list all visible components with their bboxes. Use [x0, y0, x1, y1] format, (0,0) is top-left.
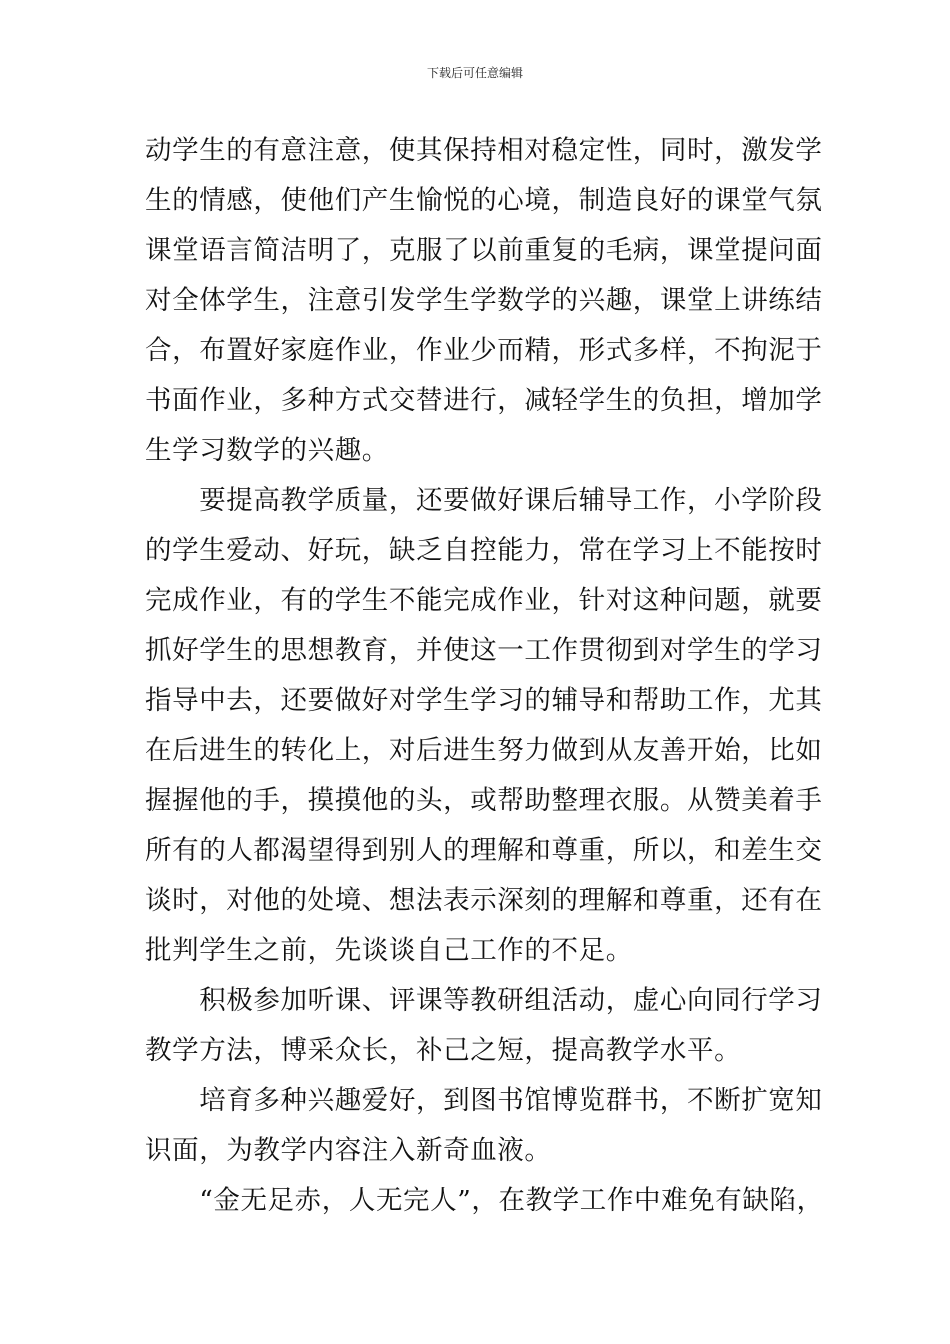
text-line: 的学生爱动、好玩，缺乏自控能力，常在学习上不能按时	[145, 535, 823, 566]
text-line: 生的情感，使他们产生愉悦的心境，制造良好的课堂气氛	[145, 185, 823, 216]
text-line: 在后进生的转化上，对后进生努力做到从友善开始，比如	[145, 735, 823, 766]
text-line: 生学习数学的兴趣。	[145, 435, 389, 466]
text-line: 培育多种兴趣爱好，到图书馆博览群书，不断扩宽知	[145, 1085, 823, 1116]
text-line: 批判学生之前，先谈谈自己工作的不足。	[145, 935, 633, 966]
text-line: 所有的人都渴望得到别人的理解和尊重，所以，和差生交	[145, 835, 823, 866]
document-body	[145, 126, 825, 1226]
text-line: 对全体学生，注意引发学生学数学的兴趣，课堂上讲练结	[145, 285, 823, 316]
text-line: 动学生的有意注意，使其保持相对稳定性，同时，激发学	[145, 135, 823, 166]
text-line: 积极参加听课、评课等教研组活动，虚心向同行学习	[145, 985, 823, 1016]
text-line: 书面作业，多种方式交替进行，减轻学生的负担，增加学	[145, 385, 823, 416]
text-line: 谈时，对他的处境、想法表示深刻的理解和尊重，还有在	[145, 885, 823, 916]
text-line: 教学方法，博采众长，补己之短，提高教学水平。	[145, 1035, 742, 1066]
text-line: 要提高教学质量，还要做好课后辅导工作，小学阶段	[145, 485, 823, 516]
text-line: 识面，为教学内容注入新奇血液。	[145, 1135, 552, 1166]
text-line: 指导中去，还要做好对学生学习的辅导和帮助工作，尤其	[145, 685, 823, 716]
text-line: 抓好学生的思想教育，并使这一工作贯彻到对学生的学习	[145, 635, 823, 666]
text-line: 握握他的手，摸摸他的头，或帮助整理衣服。从赞美着手	[145, 785, 823, 816]
text-line: 课堂语言简洁明了，克服了以前重复的毛病，课堂提问面	[145, 235, 823, 266]
text-line: 完成作业，有的学生不能完成作业，针对这种问题，就要	[145, 585, 823, 616]
page-header-note: 下载后可任意编辑	[426, 66, 523, 80]
text-line: 合，布置好家庭作业，作业少而精，形式多样，不拘泥于	[145, 335, 823, 366]
text-line: “金无足赤，人无完人”，在教学工作中难免有缺陷，	[145, 1185, 824, 1216]
